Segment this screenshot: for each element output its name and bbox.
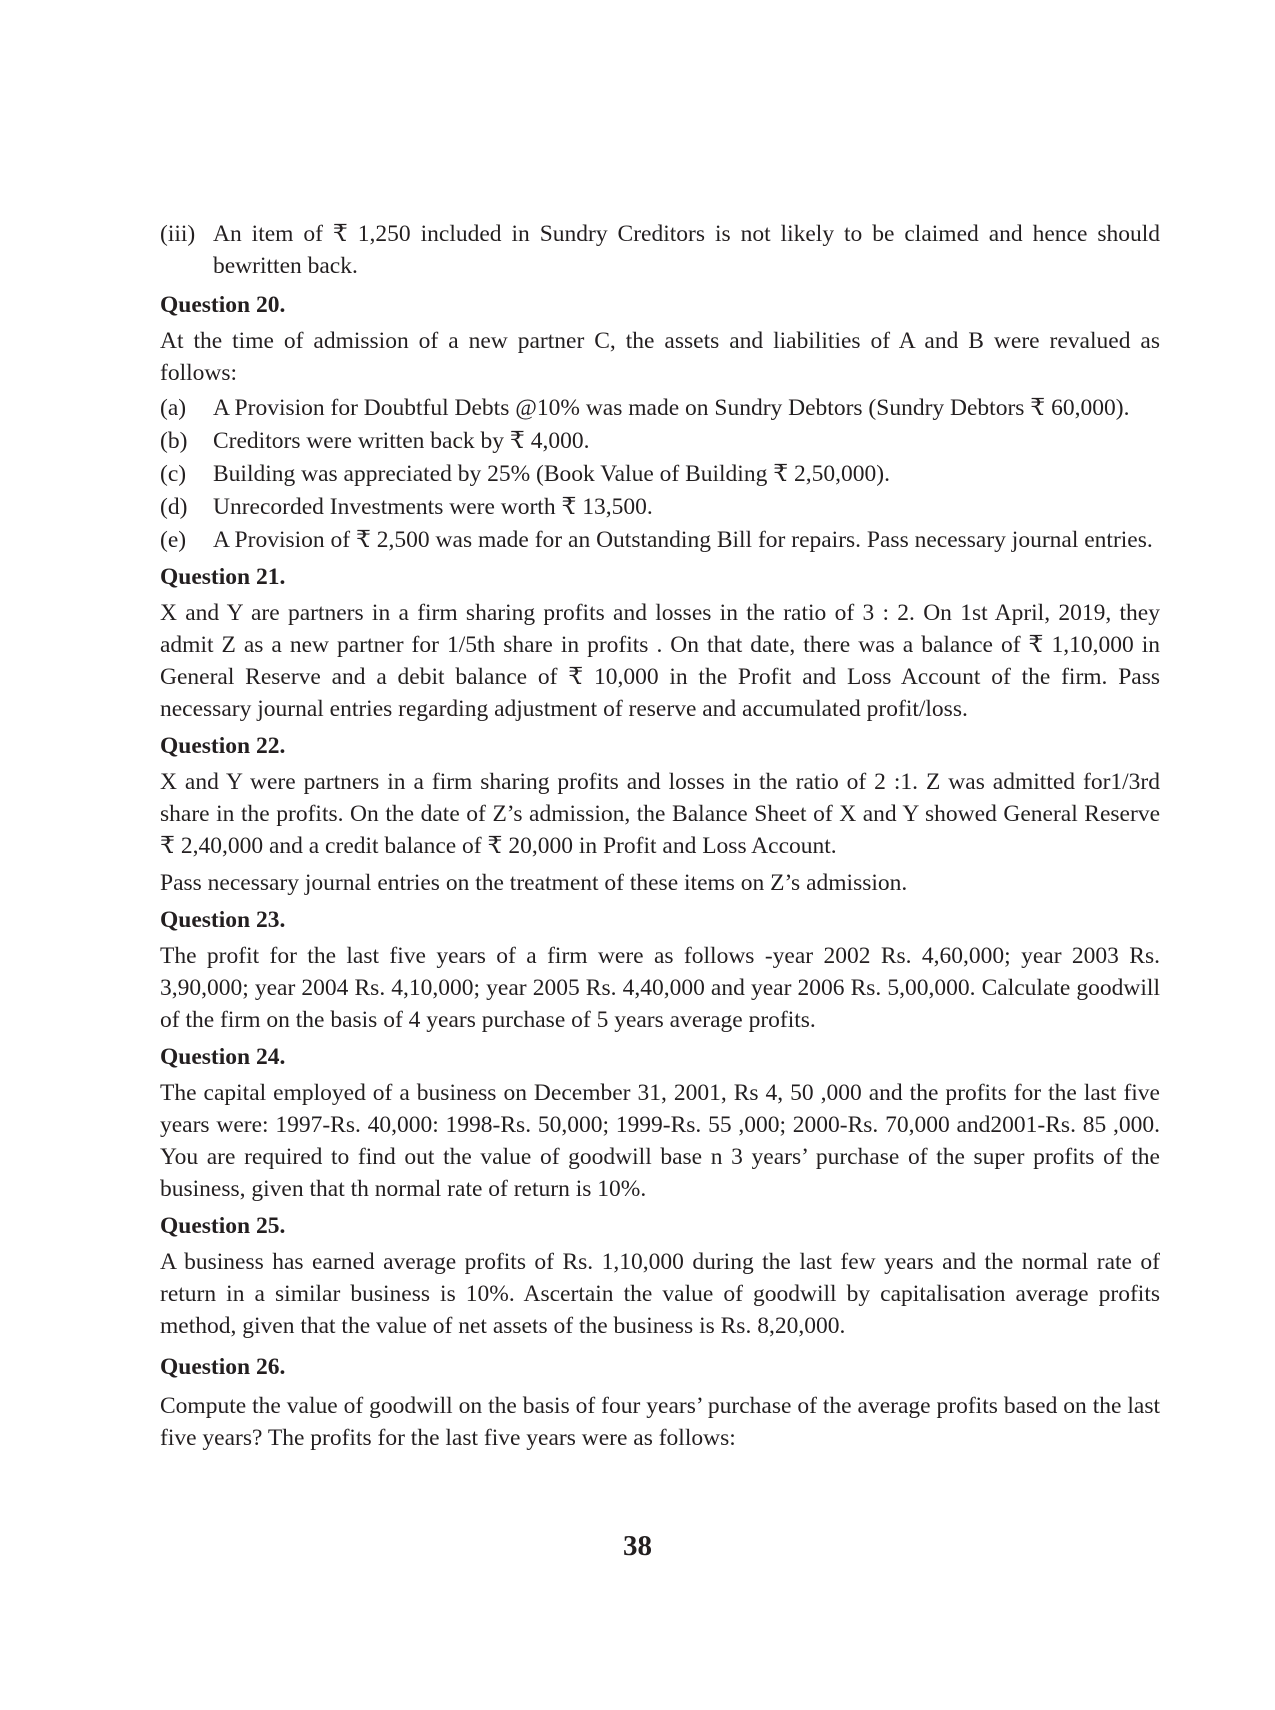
list-label: (c) [160,461,187,487]
list-text: An item of ₹ 1,250 included in Sundry Creditors is not likely to be claimed and hence should bewritten back. [213,221,1160,279]
question-22-text: X and Y were partners in a firm sharing profits and losses in the ratio of 2 :1. Z was admitted for1/3rd share in the profits. On the date of Z’s admission, the Balance Sheet of X and Y showed General Reserve ₹ 2,40,000 and a credit balance of ₹ 20,000 in Profit and Loss Account. [160,769,1160,859]
list-item-b [160,425,1160,457]
list-item-c [160,458,1160,490]
question-20-intro: At the time of admission of a new partner C, the assets and liabilities of A and B were revalued as follows: [160,328,1160,386]
list-label: (e) [160,527,187,553]
page-number: 38 [623,1530,652,1562]
question-26-text: Compute the value of goodwill on the basis of four years’ purchase of the average profits based on the last five years? The profits for the last five years were as follows: [160,1393,1160,1451]
list-text: Creditors were written back by ₹ 4,000. [213,428,590,454]
list-item-d [160,491,1160,523]
question-25-heading: Question 25. [160,1213,286,1239]
list-label: (d) [160,494,188,520]
list-label: (a) [160,395,187,421]
question-20-heading: Question 20. [160,292,286,318]
list-text: A Provision of ₹ 2,500 was made for an Outstanding Bill for repairs. Pass necessary journal entries. [213,527,1153,553]
list-label: (b) [160,428,188,454]
list-text: Building was appreciated by 25% (Book Value of Building ₹ 2,50,000). [213,461,890,487]
list-item-e [160,524,1160,556]
question-21-text: X and Y are partners in a firm sharing profits and losses in the ratio of 3 : 2. On 1st April, 2019, they admit Z as a new partner for 1/5th share in profits . On that date, there was a balance of ₹ 1,10,000 in General Reserve and a debit balance of ₹ 10,000 in the Profit and Loss Account of the firm. Pass necessary journal entries regarding adjustment of reserve and accumulated profit/loss. [160,600,1160,722]
list-item-a [160,392,1160,424]
list-text: Unrecorded Investments were worth ₹ 13,500. [213,494,653,520]
question-22-text-2: Pass necessary journal entries on the treatment of these items on Z’s admission. [160,870,908,896]
list-text: A Provision for Doubtful Debts @10% was made on Sundry Debtors (Sundry Debtors ₹ 60,000). [213,395,1130,421]
question-24-heading: Question 24. [160,1044,286,1070]
question-23-heading: Question 23. [160,907,286,933]
question-21-heading: Question 21. [160,564,286,590]
question-25-text: A business has earned average profits of Rs. 1,10,000 during the last few years and the normal rate of return in a similar business is 10%. Ascertain the value of goodwill by capitalisation average profits method, given that the value of net assets of the business is Rs. 8,20,000. [160,1249,1160,1339]
page-content [160,218,1160,1454]
question-24-text: The capital employed of a business on December 31, 2001, Rs 4, 50 ,000 and the profits for the last five years were: 1997-Rs. 40,000: 1998-Rs. 50,000; 1999-Rs. 55 ,000; 2000-Rs. 70,000 and2001-Rs. 85 ,000. You are required to find out the value of goodwill base n 3 years’ purchase of the super profits of the business, given that th normal rate of return is 10%. [160,1080,1160,1202]
question-22-heading: Question 22. [160,733,286,759]
question-23-text: The profit for the last five years of a firm were as follows -year 2002 Rs. 4,60,000; year 2003 Rs. 3,90,000; year 2004 Rs. 4,10,000; year 2005 Rs. 4,40,000 and year 2006 Rs. 5,00,000. Calculate goodwill of the firm on the basis of 4 years purchase of 5 years average profits. [160,943,1160,1033]
question-26-heading: Question 26. [160,1354,286,1380]
list-item-iii [160,218,1160,282]
list-label: (iii) [160,221,196,247]
